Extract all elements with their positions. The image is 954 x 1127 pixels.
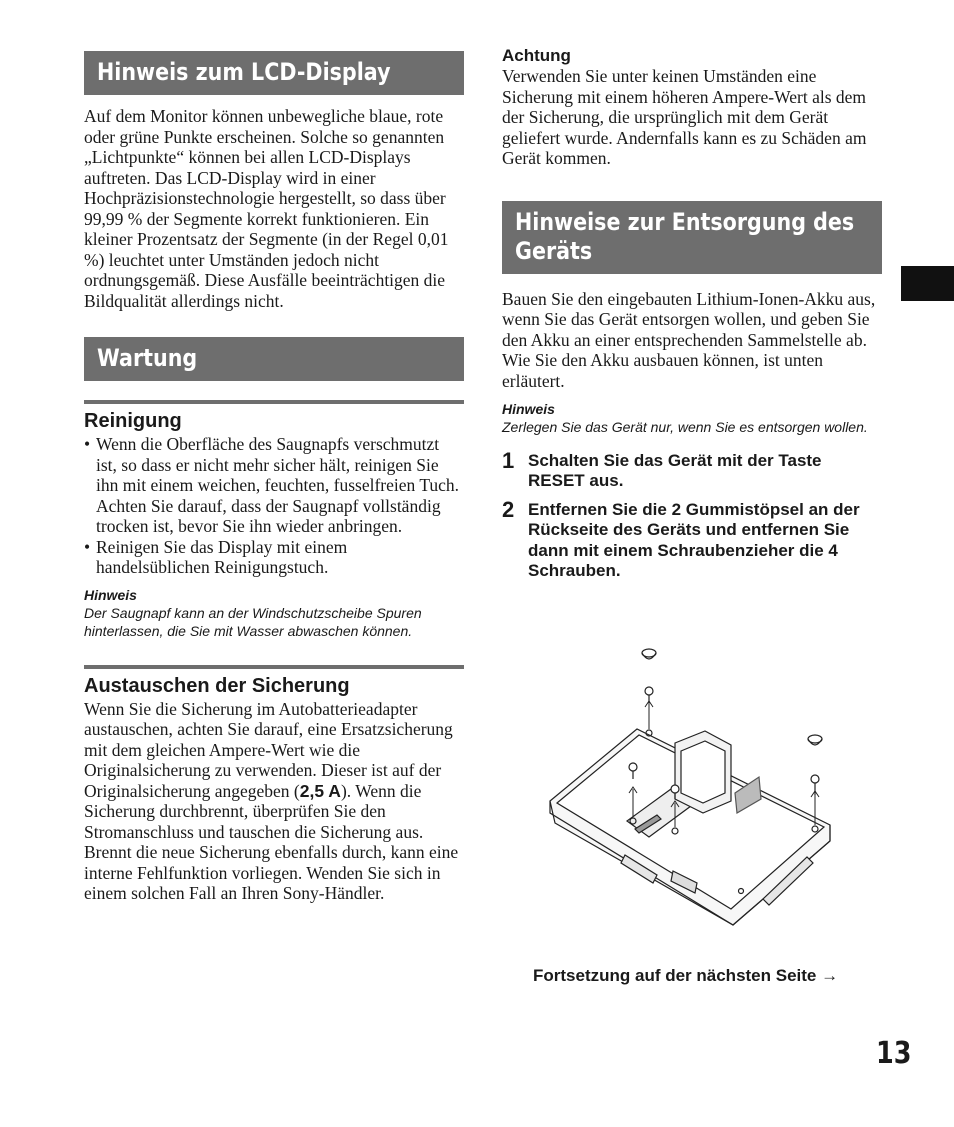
bullet-text: Wenn die Oberfläche des Saugnapfs verschmutzt ist, so dass er nicht mehr sicher hält, reinigen Sie ihn mit einem weichen, feuchten, fusselfreien Tuch. bbox=[96, 434, 460, 495]
fuse-rating: 2,5 A bbox=[299, 780, 341, 801]
sicherung-heading: Austauschen der Sicherung bbox=[84, 665, 464, 697]
wartung-section-title-text: Wartung bbox=[97, 344, 198, 372]
page-number bbox=[876, 1036, 926, 1071]
screw-icon bbox=[811, 775, 819, 795]
step-number: 2 bbox=[502, 497, 515, 523]
bullet-text: Reinigen Sie das Display mit einem handelsüblichen Reinigungstuch. bbox=[96, 536, 348, 577]
screw-icon bbox=[645, 687, 653, 703]
caution-title: Achtung bbox=[502, 46, 571, 65]
note-text: Der Saugnapf kann an der Windschutzscheibe Spuren hinterlassen, die Sie mit Wasser abwaschen können. bbox=[84, 604, 422, 639]
right-column bbox=[502, 46, 882, 581]
lcd-paragraph: Auf dem Monitor können unbewegliche blaue, rote oder grüne Punkte erscheinen. Solche so genannten „Lichtpunkte“ können bei allen LCD-Displays auftreten. Das LCD-Display wird in einer Hochpräzisionstechnologie hergestellt, so dass über 99,99 % der Segmente korrekt funktionieren. Ein kleiner Prozentsatz der Segmente (in der Regel 0,01 %) leuchtet unter Umständen jedoch nicht ordnungsgemäß. Diese Ausfälle beeinträchtigen die Bildqualität allerdings nicht. bbox=[84, 106, 449, 311]
step-1 bbox=[502, 447, 882, 492]
sicherung-paragraph bbox=[84, 699, 464, 904]
device-disassembly-illustration bbox=[545, 643, 840, 933]
arrow-right-icon: → bbox=[821, 966, 839, 985]
sicherung-text-part1: Wenn Sie die Sicherung im Autobatterieadapter austauschen, achten Sie darauf, eine Ersatzsicherung mit dem gleichen Ampere-Wert wie die Originalsicherung zu verwenden. Dieser ist auf der Originalsicherung angegeben ( bbox=[84, 698, 453, 801]
section-tab-marker bbox=[901, 266, 954, 301]
entsorgung-paragraph-2: Wie Sie den Akku ausbauen können, ist unten erläutert. bbox=[502, 350, 824, 391]
wartung-section-title bbox=[84, 337, 464, 381]
step-text: Schalten Sie das Gerät mit der Taste RESET aus. bbox=[528, 450, 822, 490]
step-2 bbox=[502, 497, 882, 581]
list-item bbox=[84, 434, 464, 537]
step-text: Entfernen Sie die 2 Gummistöpsel an der Rückseite des Geräts und entfernen Sie dann mit einem Schraubenzieher die 4 Schrauben. bbox=[528, 500, 860, 580]
reinigung-heading: Reinigung bbox=[84, 400, 464, 432]
bullet-symbol: • bbox=[84, 536, 91, 557]
bullet-text-continued: Achten Sie darauf, dass der Saugnapf vollständig trocken ist, bevor Sie ihn wieder anbringen. bbox=[96, 495, 441, 536]
note-title: Hinweis bbox=[84, 586, 137, 603]
page-number-text: 13 bbox=[876, 1036, 912, 1071]
left-column bbox=[84, 51, 464, 904]
continuation-note bbox=[533, 966, 883, 986]
sicherung-text-part2: ). Wenn die Sicherung durchbrennt, überprüfen Sie den Stromanschluss und tauschen die Sicherung aus. Brennt die neue Sicherung ebenfalls durch, kann eine interne Fehlfunktion vorliegen. Wenden Sie sich in einem solchen Fall an Ihren Sony-Händler. bbox=[84, 780, 459, 903]
entsorgung-paragraph-1: Bauen Sie den eingebauten Lithium-Ionen-Akku aus, wenn Sie das Gerät entsorgen wollen, und geben Sie den Akku an einer entsprechenden Sammelstelle ab. bbox=[502, 288, 876, 350]
note-text: Zerlegen Sie das Gerät nur, wenn Sie es entsorgen wollen. bbox=[502, 419, 868, 435]
entsorgung-section-title bbox=[502, 201, 882, 274]
note-title: Hinweis bbox=[502, 401, 555, 417]
lcd-section-title-text: Hinweis zum LCD-Display bbox=[97, 58, 391, 86]
step-number: 1 bbox=[502, 447, 515, 473]
lcd-section-title bbox=[84, 51, 464, 95]
entsorgung-title-line1: Hinweise zur Entsorgung des bbox=[515, 207, 855, 236]
caution-text: Verwenden Sie unter keinen Umständen eine Sicherung mit einem höheren Ampere-Wert als dem der Sicherung, die ursprünglich mit dem Gerät geliefert wurde. Andernfalls kann es zu Schäden am Gerät kommen. bbox=[502, 66, 867, 168]
bullet-symbol: • bbox=[84, 434, 91, 454]
continuation-text: Fortsetzung auf der nächsten Seite bbox=[533, 966, 817, 985]
reinigung-list bbox=[84, 434, 464, 578]
list-item bbox=[84, 537, 464, 578]
entsorgung-title-line2: Geräts bbox=[515, 236, 593, 265]
